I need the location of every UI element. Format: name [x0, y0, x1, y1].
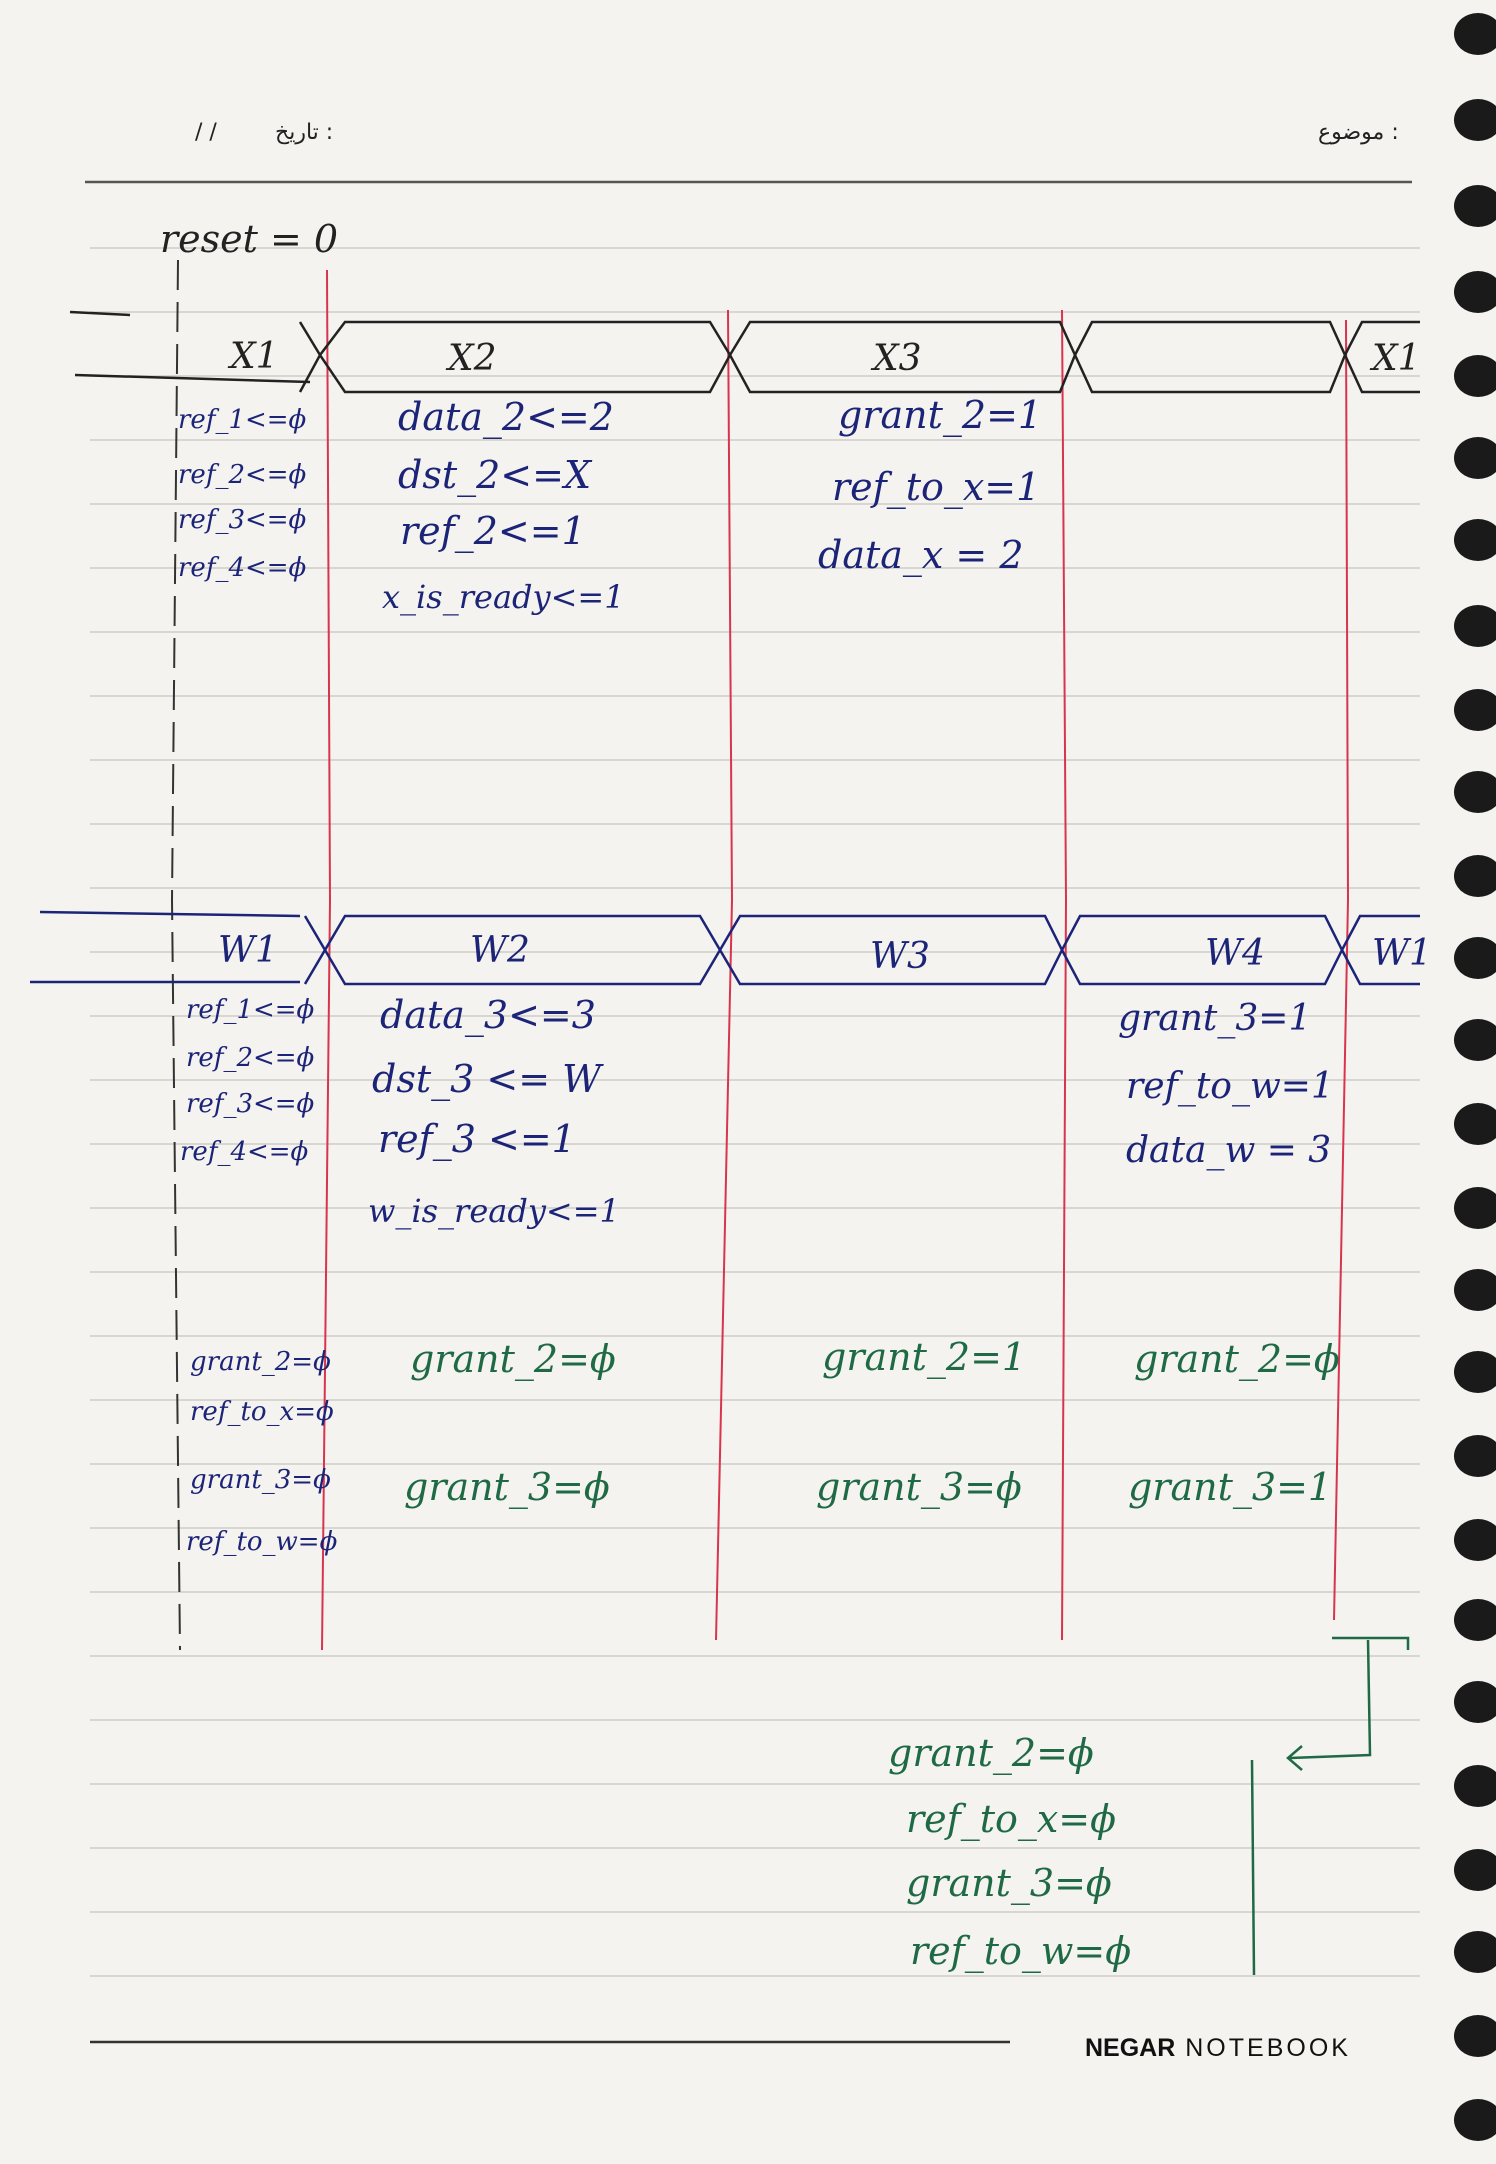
grant-col3-line: grant_2=1 — [822, 1335, 1027, 1379]
x2-assignments — [382, 395, 625, 616]
w-col4-line: ref_to_w=1 — [1126, 1066, 1334, 1107]
x-col1-line: ref_3<=ϕ — [178, 505, 307, 535]
grant-col1-line: ref_to_x=ϕ — [190, 1397, 334, 1427]
bus-x-label: X1 — [230, 336, 279, 377]
w2-assignments — [368, 993, 620, 1230]
w-col4-line: grant_3=1 — [1118, 998, 1312, 1039]
brand-bold: NEGAR — [1085, 2034, 1176, 2062]
x-col2-line: data_2<=2 — [398, 395, 614, 439]
grant-reset-assignments — [186, 1347, 338, 1557]
grant-col1-line: grant_3=ϕ — [190, 1465, 331, 1495]
x3-assignments — [818, 393, 1042, 578]
grant-col4-line: grant_3=1 — [1128, 1465, 1333, 1509]
x-col2-line: dst_2<=X — [398, 453, 592, 497]
w-col1-line: ref_1<=ϕ — [186, 995, 315, 1025]
grant-col4-line: grant_2=ϕ — [1134, 1337, 1340, 1381]
final-line: ref_to_w=ϕ — [910, 1929, 1132, 1973]
x-col3-line: data_x = 2 — [818, 533, 1024, 577]
bus-w-label: W1 — [218, 930, 278, 971]
x-col1-line: ref_2<=ϕ — [178, 460, 307, 490]
w-col1-line: ref_2<=ϕ — [186, 1043, 315, 1073]
bus-x-label: X1 — [1372, 338, 1421, 379]
bus-w-label: W2 — [470, 930, 530, 971]
x-col2-line: x_is_ready<=1 — [382, 578, 625, 616]
w-col2-line: data_3<=3 — [380, 993, 596, 1037]
x-col3-line: ref_to_x=1 — [832, 465, 1041, 509]
x-col1-line: ref_4<=ϕ — [178, 553, 307, 583]
grant-col1-line: grant_2=ϕ — [190, 1347, 331, 1377]
x-reset-assignments — [178, 405, 307, 583]
final-line: ref_to_x=ϕ — [906, 1797, 1117, 1841]
w-col1-line: ref_4<=ϕ — [180, 1137, 309, 1167]
bus-w-label: W4 — [1205, 933, 1265, 974]
bus-w-label: W3 — [870, 936, 930, 977]
brand-light: NOTEBOOK — [1185, 2034, 1351, 2062]
grant-col3-line: grant_3=ϕ — [816, 1465, 1022, 1509]
w-col2-line: ref_3 <=1 — [378, 1117, 576, 1161]
x-col1-line: ref_1<=ϕ — [178, 405, 307, 435]
x-col3-line: grant_2=1 — [838, 393, 1043, 437]
bus-x-label: X2 — [448, 338, 497, 379]
brand-logo — [1085, 2034, 1351, 2063]
bracket-arrow — [1252, 1638, 1408, 1975]
final-line: grant_3=ϕ — [906, 1861, 1112, 1905]
grant-col1-line: ref_to_w=ϕ — [186, 1527, 338, 1557]
spiral-binding — [1454, 13, 1496, 2141]
x-col2-line: ref_2<=1 — [400, 509, 586, 553]
w-col1-line: ref_3<=ϕ — [186, 1089, 315, 1119]
w-reset-assignments — [180, 995, 315, 1167]
subject-label: موضوع : — [1318, 120, 1399, 145]
w4-assignments — [1118, 998, 1334, 1171]
date-slashes: / / — [195, 120, 217, 145]
reset-label: reset = 0 — [160, 217, 339, 261]
bus-w-label: W1 — [1372, 933, 1432, 974]
grant-col2-line: grant_3=ϕ — [404, 1465, 610, 1509]
w-col2-line: w_is_ready<=1 — [368, 1192, 620, 1230]
w-col2-line: dst_3 <= W — [372, 1057, 602, 1101]
final-assignments — [888, 1731, 1131, 1974]
w-col4-line: data_w = 3 — [1126, 1130, 1332, 1171]
grant-col2-line: grant_2=ϕ — [410, 1337, 616, 1381]
grant-columns — [404, 1335, 1340, 1510]
date-label: تاریخ : — [275, 120, 334, 145]
bus-x-label: X3 — [873, 338, 922, 379]
final-line: grant_2=ϕ — [888, 1731, 1094, 1775]
